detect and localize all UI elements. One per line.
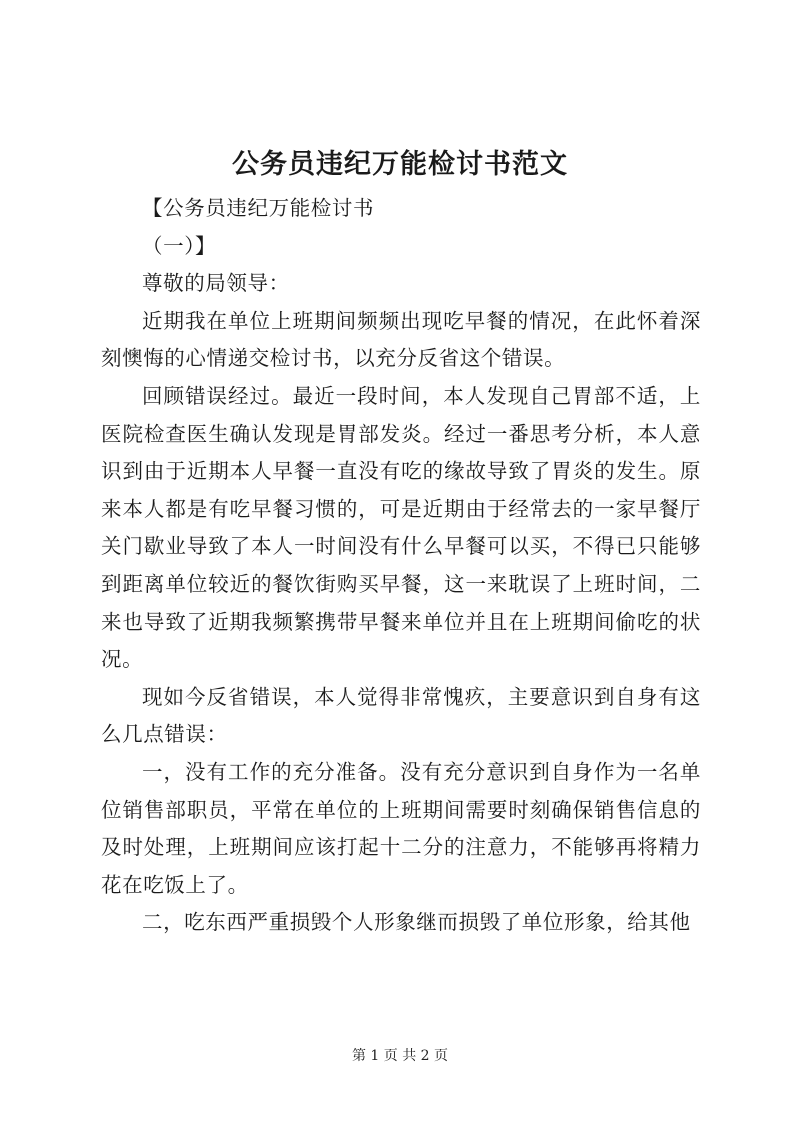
paragraph-review: 回顾错误经过。最近一段时间，本人发现自己胃部不适，上医院检查医生确认发现是胃部发炎。经过一番思考分析，本人意识到由于近期本人早餐一直没有吃的缘故导致了胃炎的发生。原来本人都是有吃早餐习惯的，可是近期由于经常去的一家早餐厅关门歇业导致了本人一时间没有什么早餐可以买，不得已只能够到距离单位较近的餐饮街购买早餐，这一来耽误了上班时间，二来也导致了近期我频繁携带早餐来单位并且在上班期间偷吃的状况。 <box>101 383 701 672</box>
document-body <box>101 190 701 942</box>
paragraph-point-two: 二，吃东西严重损毁个人形象继而损毁了单位形象，给其他 <box>142 910 691 935</box>
document-title: 公务员违纪万能检讨书范文 <box>232 149 568 180</box>
paragraph-intro: 近期我在单位上班期间频频出现吃早餐的情况，在此怀着深刻懊悔的心情递交检讨书，以充分反省这个错误。 <box>101 308 701 371</box>
paragraph-salutation: 尊敬的局领导： <box>142 271 290 296</box>
paragraph-reflection: 现如今反省错误，本人觉得非常愧疚，主要意识到自身有这么几点错误： <box>101 684 701 747</box>
paragraph-heading-line1: 【公务员违纪万能检讨书 <box>142 196 375 220</box>
paragraph-heading-line2: （一）】 <box>142 233 217 258</box>
paragraph-point-one: 一，没有工作的充分准备。没有充分意识到自身作为一名单位销售部职员，平常在单位的上班期间需要时刻确保销售信息的及时处理，上班期间应该打起十二分的注意力，不能够再将精力花在吃饭上了。 <box>101 759 701 897</box>
page-footer: 第 1 页 共 2 页 <box>351 1048 449 1064</box>
